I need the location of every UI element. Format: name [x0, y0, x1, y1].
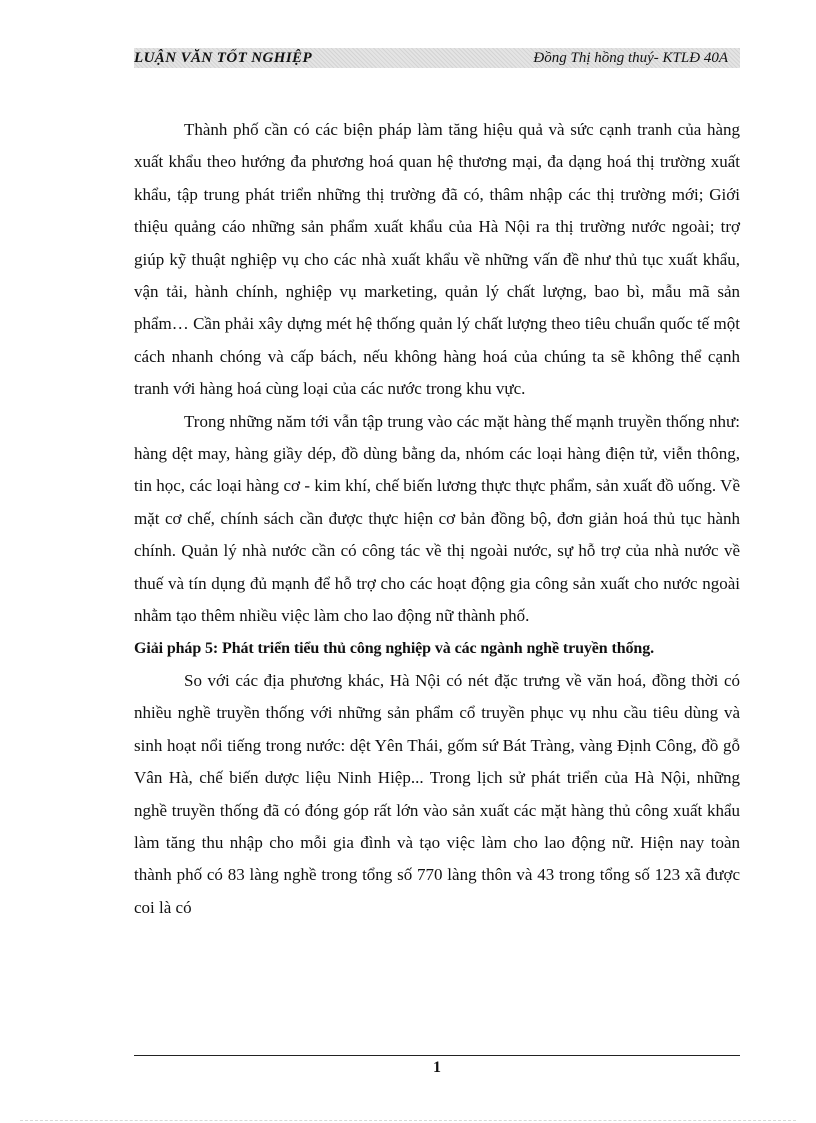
header-author: Đồng Thị hồng thuý- KTLĐ 40A — [533, 50, 728, 66]
paragraph-key-commodities: Trong những năm tới vẫn tập trung vào các mặt hàng thế mạnh truyền thống như: hàng dệt may, hàng giầy dép, đồ dùng bằng da, nhóm các loại hàng điện tử, viễn thông, tin học, các loại hàng cơ - kim khí, chế biến lương thực thực phẩm, sản xuất đồ uống. Về mặt cơ chế, chính sách cần được thực hiện cơ bản đồng bộ, đơn giản hoá thủ tục hành chính. Quản lý nhà nước cần có công tác về thị ngoài nước, sự hỗ trợ của nhà nước về thuế và tín dụng đủ mạnh để hỗ trợ cho các hoạt động gia công sản xuất cho nước ngoài nhằm tạo thêm nhiều việc làm cho lao động nữ thành phố. — [134, 411, 740, 626]
page-header — [134, 48, 740, 68]
page-number: 1 — [433, 1059, 441, 1076]
section-heading-solution-5: Giải pháp 5: Phát triển tiểu thủ công nghiệp và các ngành nghề truyền thống. — [134, 639, 655, 657]
paragraph-export-measures: Thành phố cần có các biện pháp làm tăng hiệu quả và sức cạnh tranh của hàng xuất khẩu theo hướng đa phương hoá quan hệ thương mại, đa dạng hoá thị trường xuất khẩu, tập trung phát triển những thị trường đã có, thâm nhập các thị trường mới; Giới thiệu quảng cáo những sản phẩm xuất khẩu của Hà Nội ra thị trường nước ngoài; trợ giúp kỹ thuật nghiệp vụ cho các nhà xuất khẩu về những vấn đề như thủ tục xuất khẩu, vận tải, hành chính, nghiệp vụ marketing, quản lý chất lượng, bao bì, mẫu mã sản phẩm… Cần phải xây dựng mét hệ thống quản lý chất lượng theo tiêu chuẩn quốc tế một cách nhanh chóng và cấp bách, nếu không hàng hoá của chúng ta sẽ không thể cạnh tranh với hàng hoá cùng loại của các nước trong khu vực. — [134, 120, 740, 399]
page-bottom-edge — [20, 1120, 796, 1121]
header-thesis-title: LUẬN VĂN TỐT NGHIỆP — [134, 50, 313, 66]
paragraph-traditional-crafts: So với các địa phương khác, Hà Nội có nét đặc trưng về văn hoá, đồng thời có nhiều nghề truyền thống với những sản phẩm cổ truyền phục vụ nhu cầu tiêu dùng và sinh hoạt nổi tiếng trong nước: dệt Yên Thái, gốm sứ Bát Tràng, vàng Định Công, đồ gỗ Vân Hà, chế biến dược liệu Ninh Hiệp... Trong lịch sử phát triển của Hà Nội, những nghề truyền thống đã có đóng góp rất lớn vào sản xuất các mặt hàng thủ công xuất khẩu làm tăng thu nhập cho mỗi gia đình và tạo việc làm cho lao động nữ. Hiện nay toàn thành phố có 83 làng nghề trong tổng số 770 làng thôn và 43 trong tổng số 123 xã được coi là có — [134, 670, 740, 917]
document-body — [134, 114, 740, 924]
footer-divider — [134, 1055, 740, 1056]
